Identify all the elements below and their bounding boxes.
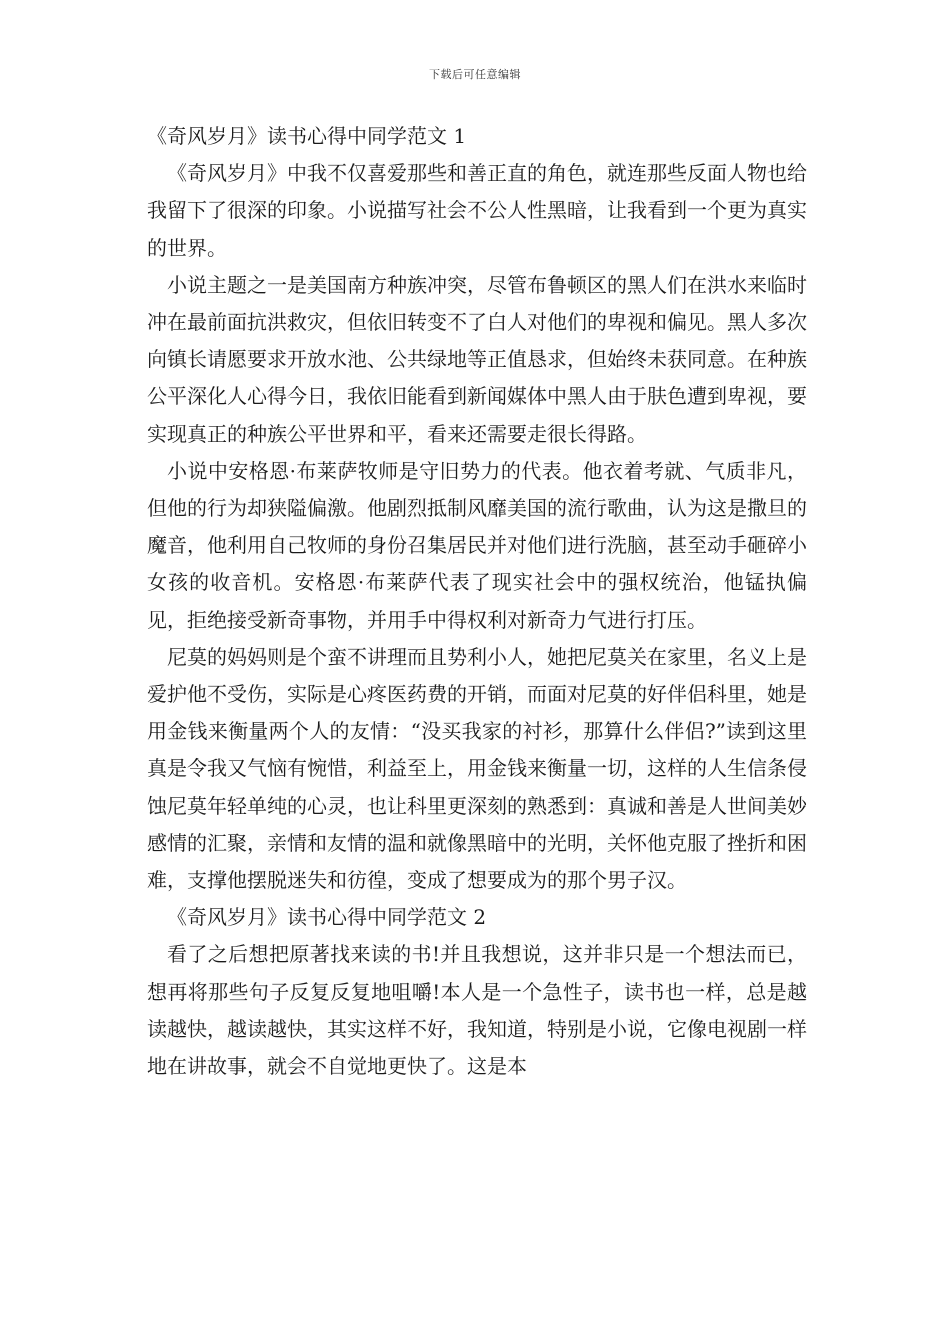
section-1-paragraph-2: 小说主题之一是美国南方种族冲突，尽管布鲁顿区的黑人们在洪水来临时冲在最前面抗洪救灾，但依旧转变不了白人对他们的卑视和偏见。黑人多次向镇长请愿要求开放水池、公共绿地等正值恳求，但始终未获同意。在种族公平深化人心得今日，我依旧能看到新闻媒体中黑人由于肤色遭到卑视，要实现真正的种族公平世界和平，看来还需要走很长得路。	[147, 272, 807, 446]
section-1-paragraph-1: 《奇风岁月》中我不仅喜爱那些和善正直的角色，就连那些反面人物也给我留下了很深的印象。小说描写社会不公人性黑暗，让我看到一个更为真实的世界。	[147, 161, 807, 260]
section-1-paragraph-3: 小说中安格恩·布莱萨牧师是守旧势力的代表。他衣着考就、气质非凡，但他的行为却狭隘偏激。他剧烈抵制风靡美国的流行歌曲，认为这是撒旦的魔音，他利用自己牧师的身份召集居民并对他们进行洗脑，甚至动手砸碎小女孩的收音机。安格恩·布莱萨代表了现实社会中的强权统治，他锰执偏见，拒绝接受新奇事物，并用手中得权利对新奇力气进行打压。	[147, 458, 807, 632]
section-1-title: 《奇风岁月》读书心得中同学范文 1	[147, 124, 467, 148]
page-header: 下载后可任意编辑	[429, 68, 521, 81]
section-1-paragraph-4: 尼莫的妈妈则是个蛮不讲理而且势利小人，她把尼莫关在家里，名义上是爱护他不受伤，实际是心疼医药费的开销，而面对尼莫的好伴侣科里，她是用金钱来衡量两个人的友情：“没买我家的衬衫，那算什么伴侣?”读到这里真是令我又气恼有惋惜，利益至上，用金钱来衡量一切，这样的人生信条侵蚀尼莫年轻单纯的心灵，也让科里更深刻的熟悉到：真诚和善是人世间美妙感情的汇聚，亲情和友情的温和就像黑暗中的光明，关怀他克服了挫折和困难，支撑他摆脱迷失和彷徨，变成了想要成为的那个男子汉。	[147, 644, 807, 893]
document-body	[147, 118, 807, 1085]
section-2-title: 《奇风岁月》读书心得中同学范文 2	[167, 905, 487, 930]
section-2-paragraph-1: 看了之后想把原著找来读的书!并且我想说，这并非只是一个想法而已，想再将那些句子反复反复地咀嚼!本人是一个急性子，读书也一样，总是越读越快，越读越快，其实这样不好，我知道，特别是小说，它像电视剧一样地在讲故事，就会不自觉地更快了。这是本	[147, 942, 807, 1079]
